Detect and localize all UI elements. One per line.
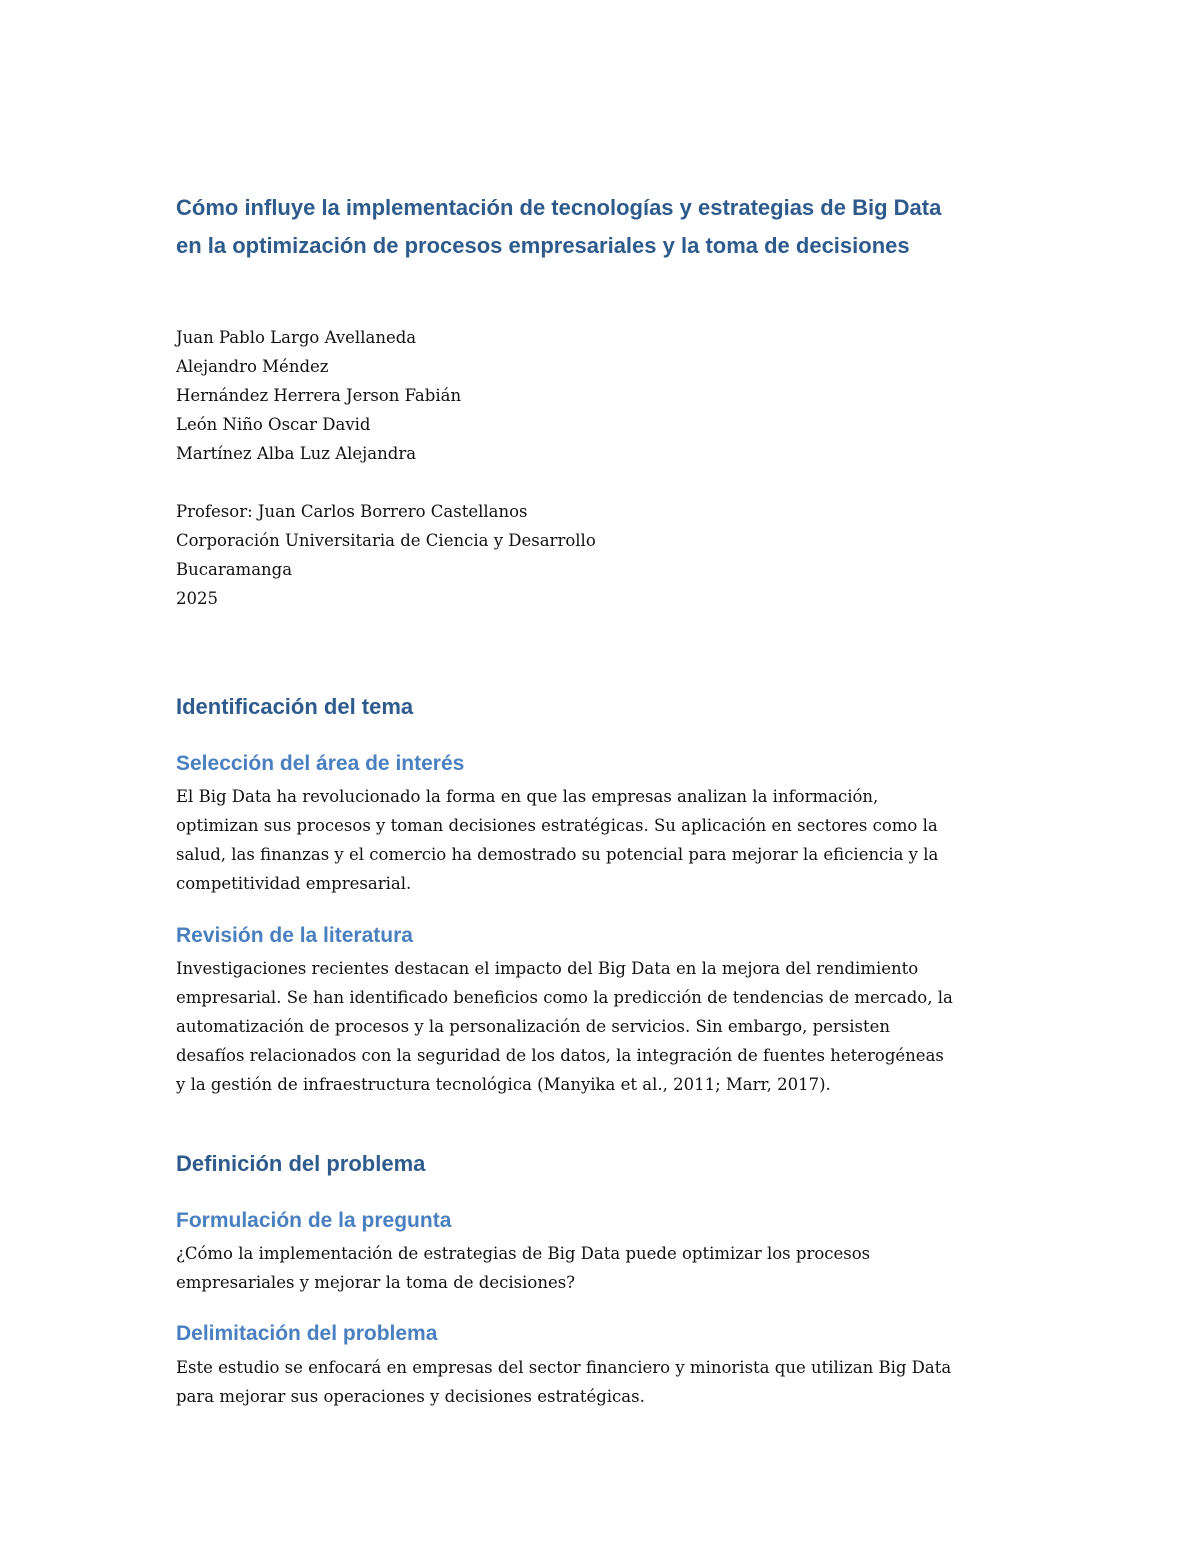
- author-list: [176, 323, 461, 468]
- subsection-heading-revision: Revisión de la literatura: [176, 924, 413, 947]
- paragraph-line: automatización de procesos y la personalización de servicios. Sin embargo, persisten: [176, 1017, 891, 1036]
- paragraph-line: salud, las finanzas y el comercio ha demostrado su potencial para mejorar la eficiencia y la: [176, 845, 939, 864]
- paragraph-line: empresariales y mejorar la toma de decisiones?: [176, 1273, 576, 1292]
- paragraph-line: competitividad empresarial.: [176, 874, 412, 893]
- institution-line: Corporación Universitaria de Ciencia y Desarrollo: [176, 531, 596, 550]
- city-line: Bucaramanga: [176, 560, 293, 579]
- paragraph-line: Este estudio se enfocará en empresas del sector financiero y minorista que utilizan Big Data: [176, 1358, 952, 1377]
- author-name: Juan Pablo Largo Avellaneda: [176, 328, 417, 347]
- document-title: [176, 189, 1036, 265]
- subsection-heading-seleccion: Selección del área de interés: [176, 752, 465, 775]
- paragraph-line: ¿Cómo la implementación de estrategias de Big Data puede optimizar los procesos: [176, 1244, 871, 1263]
- section-heading-identificacion: Identificación del tema: [176, 694, 414, 719]
- paragraph-line: empresarial. Se han identificado beneficios como la predicción de tendencias de mercado, la: [176, 988, 953, 1007]
- year-line: 2025: [176, 589, 218, 608]
- author-name: Hernández Herrera Jerson Fabián: [176, 386, 462, 405]
- section-heading-definicion: Definición del problema: [176, 1151, 426, 1176]
- subsection-heading-formulacion: Formulación de la pregunta: [176, 1209, 452, 1232]
- subsection-heading-delimitacion: Delimitación del problema: [176, 1322, 438, 1345]
- paragraph-delimitacion: [176, 1353, 1036, 1411]
- paragraph-formulacion: [176, 1239, 1036, 1297]
- paragraph-line: El Big Data ha revolucionado la forma en que las empresas analizan la información,: [176, 787, 879, 806]
- affiliation-block: [176, 497, 596, 613]
- author-name: León Niño Oscar David: [176, 415, 371, 434]
- paragraph-seleccion: [176, 782, 1036, 898]
- paragraph-line: para mejorar sus operaciones y decisiones estratégicas.: [176, 1387, 645, 1406]
- paragraph-line: desafíos relacionados con la seguridad de los datos, la integración de fuentes heterogéneas: [176, 1046, 944, 1065]
- paragraph-line: Investigaciones recientes destacan el impacto del Big Data en la mejora del rendimiento: [176, 959, 919, 978]
- professor-line: Profesor: Juan Carlos Borrero Castellanos: [176, 502, 528, 521]
- title-line: en la optimización de procesos empresariales y la toma de decisiones: [176, 233, 910, 258]
- title-line: Cómo influye la implementación de tecnologías y estrategias de Big Data: [176, 195, 942, 220]
- paragraph-revision: [176, 954, 1036, 1099]
- author-name: Martínez Alba Luz Alejandra: [176, 444, 417, 463]
- author-name: Alejandro Méndez: [176, 357, 329, 376]
- paragraph-line: optimizan sus procesos y toman decisiones estratégicas. Su aplicación en sectores como la: [176, 816, 938, 835]
- paragraph-line: y la gestión de infraestructura tecnológica (Manyika et al., 2011; Marr, 2017).: [176, 1075, 831, 1094]
